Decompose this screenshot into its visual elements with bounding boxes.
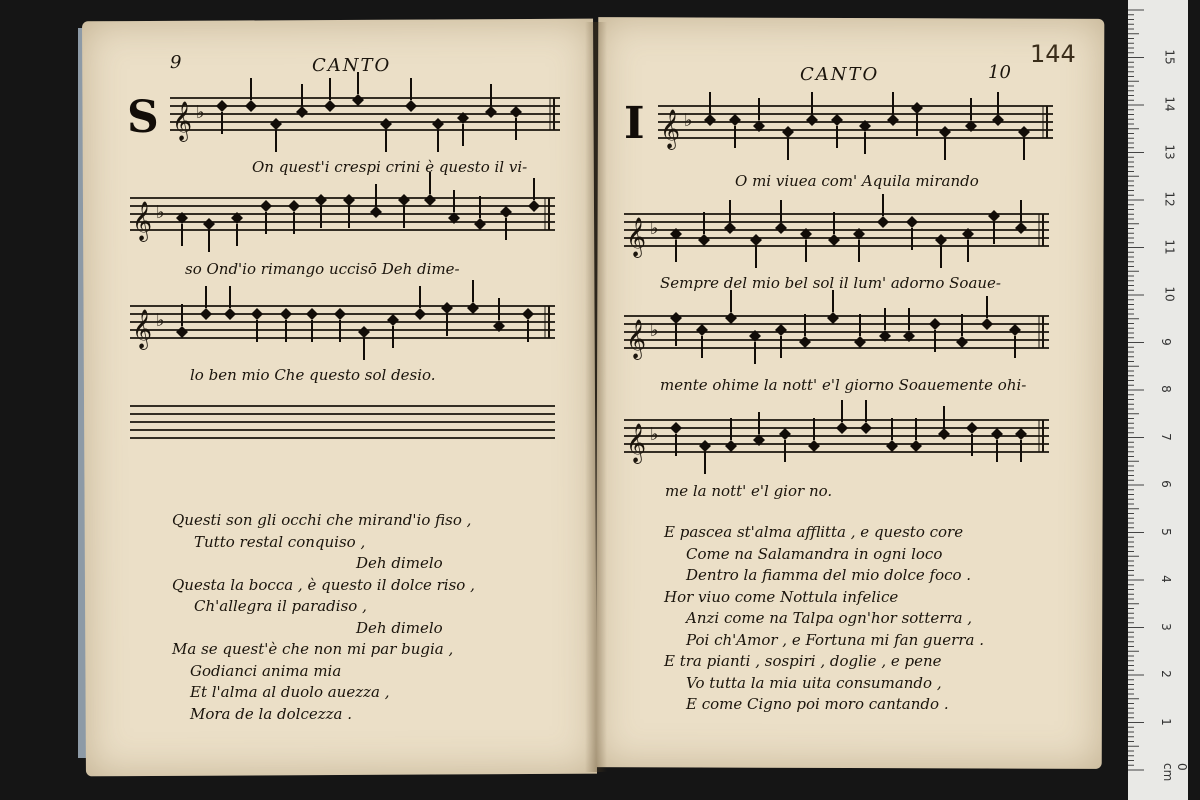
note — [859, 120, 871, 154]
note — [231, 212, 243, 246]
svg-text:♭: ♭ — [684, 110, 693, 131]
note — [334, 308, 346, 342]
ruler-label: 3 — [1158, 622, 1173, 631]
poem-line: Mora de la dolcezza . — [190, 704, 353, 723]
note — [910, 418, 922, 452]
poem-line: Hor viuo come Nottula infelice — [664, 587, 899, 606]
note — [522, 308, 534, 342]
left-lyric-3: lo ben mio Che questo sol desio. — [190, 366, 436, 384]
svg-text:♭: ♭ — [650, 218, 659, 239]
poem-line: Questa la bocca , è questo il dolce riso , — [172, 575, 475, 594]
note — [828, 212, 840, 246]
note — [387, 314, 399, 348]
left-page-header: CANTO — [312, 55, 392, 76]
poem-line: Et l'alma al duolo auezza , — [190, 683, 390, 701]
note — [753, 412, 765, 446]
right-lyric-4: me la nott' e'l gior no. — [665, 482, 833, 500]
note — [729, 114, 741, 148]
svg-text:♭: ♭ — [650, 320, 659, 341]
note — [260, 200, 272, 234]
note — [854, 314, 866, 348]
right-initial-letter: I — [624, 98, 645, 149]
poem-line: Vo tutta la mia uita consumando , — [686, 673, 942, 692]
note — [799, 314, 811, 348]
note — [493, 298, 505, 332]
ruler-label: 10 — [1162, 286, 1177, 302]
left-staff-empty — [130, 400, 555, 450]
treble-clef-icon: 𝄞 — [132, 309, 153, 349]
ruler-label: 11 — [1162, 238, 1177, 255]
note — [962, 228, 974, 262]
note — [306, 308, 318, 342]
ruler-label: 15 — [1162, 48, 1177, 65]
note — [800, 228, 812, 262]
note — [696, 324, 708, 358]
ruler-label: 7 — [1158, 432, 1173, 441]
right-staff-4 — [624, 414, 1049, 464]
ruler-label: 8 — [1158, 385, 1173, 393]
poem-line: E come Cigno poi moro cantando . — [686, 695, 949, 713]
note — [457, 112, 469, 146]
left-page-number: 9 — [170, 52, 182, 73]
note — [176, 212, 188, 246]
ruler-ticks — [1128, 0, 1188, 800]
note — [903, 308, 915, 342]
note — [474, 196, 486, 230]
treble-clef-icon: 𝄞 — [626, 423, 647, 463]
note — [670, 422, 682, 456]
ruler-label: 1 — [1158, 717, 1173, 726]
svg-text:♭: ♭ — [156, 202, 165, 223]
right-lyric-3: mente ohime la nott' e'l giorno Soauemente ohi- — [660, 376, 1027, 394]
svg-text:♭: ♭ — [650, 424, 659, 445]
poem-line: Tutto restal conquiso , — [194, 532, 366, 551]
ruler-label: 2 — [1158, 670, 1173, 678]
left-initial-letter: S — [127, 92, 159, 143]
note — [288, 200, 300, 234]
left-staff-1 — [170, 92, 560, 142]
note — [670, 228, 682, 262]
note — [879, 308, 891, 342]
note — [965, 98, 977, 132]
ruler-label: 5 — [1158, 527, 1173, 536]
left-poem — [172, 510, 475, 725]
poem-line: Godianci anima mia — [190, 661, 342, 680]
left-lyric-2: so Ond'io rimango uccisō Deh dime- — [185, 260, 460, 278]
ruler-label: 6 — [1158, 480, 1173, 488]
note — [500, 206, 512, 240]
measuring-ruler — [1128, 0, 1188, 800]
note — [956, 314, 968, 348]
poem-line: Ma se quest'è che non mi par bugia , — [172, 640, 454, 658]
svg-text:♭: ♭ — [196, 102, 205, 123]
poem-line: Poi ch'Amor , e Fortuna mi fan guerra . — [686, 630, 984, 649]
right-lyric-1: O mi viuea com' Aquila mirando — [735, 172, 979, 190]
svg-text:♭: ♭ — [156, 310, 165, 331]
poem-line: Anzi come na Talpa ogn'hor sotterra , — [686, 609, 973, 627]
right-staff-2 — [624, 208, 1049, 258]
note — [448, 190, 460, 224]
note — [831, 114, 843, 148]
ruler-label: 13 — [1162, 143, 1177, 160]
ruler-label: 9 — [1158, 337, 1173, 346]
note — [966, 422, 978, 456]
left-staff-3 — [130, 300, 555, 350]
gutter-shadow — [585, 22, 607, 772]
treble-clef-icon: 𝄞 — [132, 201, 153, 241]
note — [510, 106, 522, 140]
right-page-number: 10 — [988, 62, 1011, 83]
note — [251, 308, 263, 342]
poem-line: Dentro la fiamma del mio dolce foco . — [686, 566, 972, 584]
right-staff-1 — [658, 100, 1053, 150]
ruler-label: 12 — [1162, 191, 1177, 207]
note — [749, 330, 761, 364]
poem-line: Deh dimelo — [356, 618, 443, 637]
note — [725, 418, 737, 452]
treble-clef-icon: 𝄞 — [660, 109, 681, 149]
ruler-label: 4 — [1158, 575, 1173, 583]
treble-clef-icon: 𝄞 — [172, 101, 193, 141]
note — [176, 304, 188, 338]
poem-line: Deh dimelo — [356, 554, 443, 572]
left-staff-2 — [130, 192, 555, 242]
ruler-label: 14 — [1162, 96, 1177, 112]
note — [779, 428, 791, 462]
note — [753, 98, 765, 132]
note — [216, 100, 228, 134]
poem-line: E pascea st'alma afflitta , e questo core — [664, 523, 964, 541]
note — [906, 216, 918, 250]
note — [280, 308, 292, 342]
note — [991, 428, 1003, 462]
note — [886, 418, 898, 452]
note — [853, 228, 865, 262]
note — [1009, 324, 1021, 358]
note — [929, 318, 941, 352]
right-lyric-2: Sempre del mio bel sol il lum' adorno Soaue- — [660, 274, 1001, 292]
poem-line: Ch'allegra il paradiso , — [194, 597, 367, 615]
right-page-header: CANTO — [800, 64, 880, 85]
handwritten-folio-number: 144 — [1030, 40, 1076, 68]
note — [1015, 428, 1027, 462]
note — [775, 324, 787, 358]
poem-line: Come na Salamandra in ogni loco — [686, 544, 943, 563]
left-lyric-1: On quest'i crespi crini è questo il vi- — [252, 158, 528, 176]
right-staff-3 — [624, 310, 1049, 360]
note — [698, 212, 710, 246]
poem-line: Questi son gli occhi che mirand'io fiso , — [172, 511, 472, 529]
poem-line: E tra pianti , sospiri , doglie , e pene — [664, 652, 942, 670]
treble-clef-icon: 𝄞 — [626, 217, 647, 257]
note — [808, 418, 820, 452]
ruler-label: 0 cm — [1161, 763, 1189, 782]
treble-clef-icon: 𝄞 — [626, 319, 647, 359]
right-poem — [664, 522, 984, 716]
